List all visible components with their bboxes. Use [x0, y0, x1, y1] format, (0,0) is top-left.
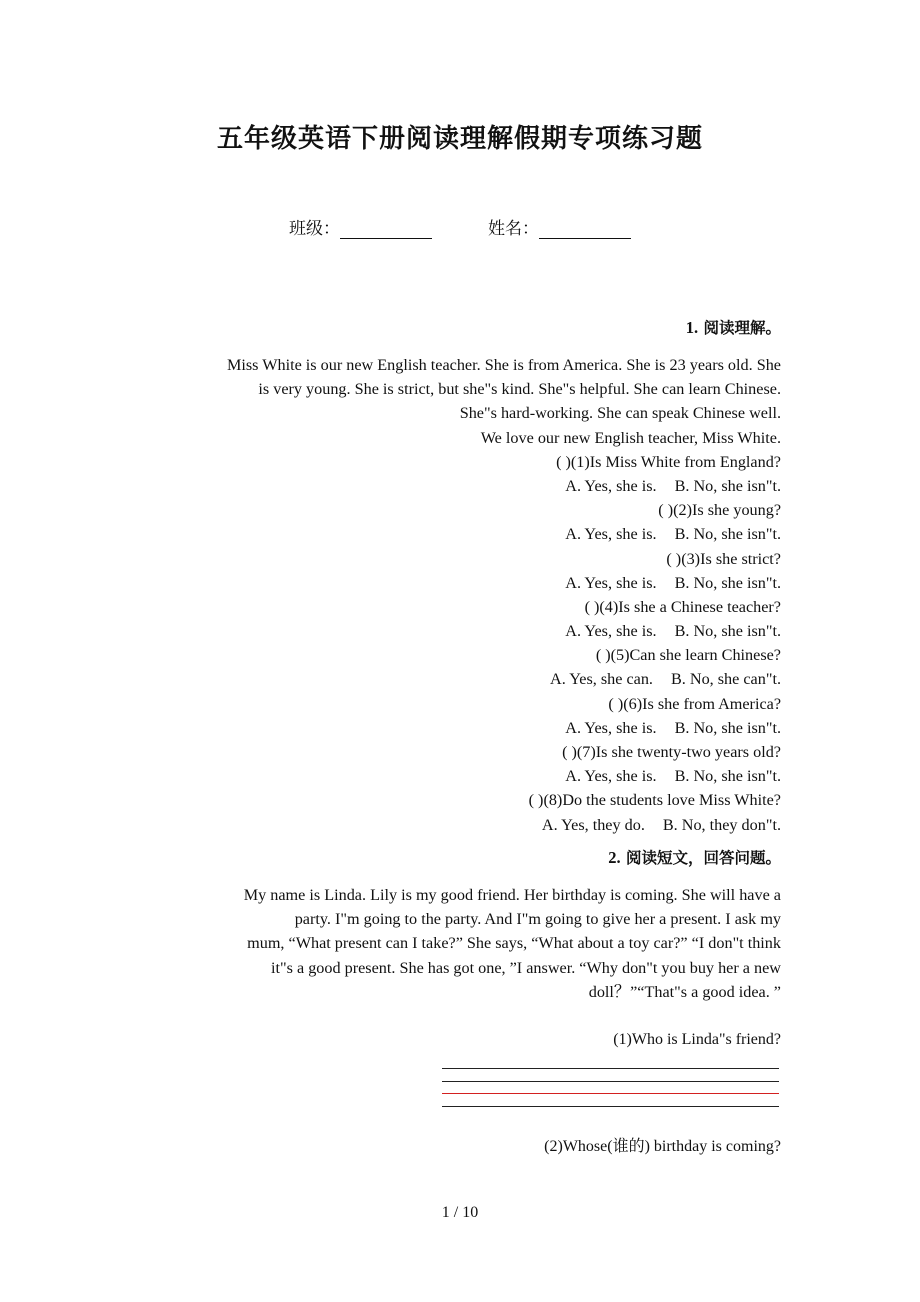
question-5: ( )(5)Can she learn Chinese? — [595, 646, 781, 665]
passage-line: doll？”“That"s a good idea. ” — [588, 982, 781, 1001]
passage-line: it"s a good present. She has got one, ”I answer. “Why don"t you buy her a new — [271, 958, 781, 977]
question-3: ( )(3)Is she strict? — [666, 549, 781, 568]
options-1: A. Yes, she is. B. No, she isn"t. — [565, 476, 781, 495]
options-8: A. Yes, they do. B. No, they don"t. — [541, 815, 781, 834]
question-8: ( )(8)Do the students love Miss White? — [528, 791, 781, 810]
page-title: 五年级英语下册阅读理解假期专项练习题 — [216, 124, 703, 154]
passage-line: Miss White is our new English teacher. She is from America. She is 23 years old. She — [226, 356, 781, 374]
class-label: 班级： — [289, 219, 340, 239]
passage-line: mum, “What present can I take?” She says, “What about a toy car?” “I don"t think — [247, 934, 781, 953]
name-label: 姓名： — [488, 219, 539, 239]
class-blank[interactable] — [340, 222, 432, 239]
options-5: A. Yes, she can. B. No, she can"t. — [550, 670, 781, 689]
passage-line: My name is Linda. Lily is my good friend. Her birthday is coming. She will have a — [243, 886, 781, 904]
section-1-heading: 1. 阅读理解。 — [685, 318, 781, 337]
passage-line: is very young. She is strict, but she"s kind. She"s helpful. She can learn Chinese. — [258, 380, 781, 399]
name-blank[interactable] — [539, 222, 631, 239]
question-2: ( )(2)Is she young? — [658, 501, 781, 520]
passage-line: We love our new English teacher, Miss White. — [480, 428, 781, 447]
question-7: ( )(7)Is she twenty-two years old? — [562, 743, 781, 761]
options-7: A. Yes, she is. B. No, she isn"t. — [565, 767, 781, 786]
section-1 — [131, 316, 781, 340]
question-1: ( )(1)Is Miss White from England? — [556, 452, 781, 471]
answer-line[interactable] — [442, 1068, 779, 1069]
options-2: A. Yes, she is. B. No, she isn"t. — [565, 525, 781, 544]
options-3: A. Yes, she is. B. No, she isn"t. — [565, 573, 781, 592]
question-4: ( )(4)Is she a Chinese teacher? — [584, 597, 781, 616]
answer-line[interactable] — [442, 1081, 779, 1082]
options-6: A. Yes, she is. B. No, she isn"t. — [565, 718, 781, 737]
section-2-question-2: (2)Whose(谁的) birthday is coming? — [544, 1138, 781, 1155]
page-number: 1 / 10 — [441, 1204, 479, 1221]
answer-lines[interactable] — [442, 1068, 779, 1118]
section-2 — [131, 846, 781, 870]
section-1-passage — [131, 353, 781, 837]
options-4: A. Yes, she is. B. No, she isn"t. — [565, 622, 781, 641]
answer-line[interactable] — [442, 1106, 779, 1107]
passage-line: party. I"m going to the party. And I"m going to give her a present. I ask my — [294, 910, 781, 929]
section-2-question-1: (1)Who is Linda"s friend? — [613, 1031, 781, 1048]
answer-line-red[interactable] — [442, 1093, 779, 1094]
section-2-heading: 2. 阅读短文，回答问题。 — [608, 848, 781, 867]
question-6: ( )(6)Is she from America? — [608, 694, 781, 713]
student-info — [0, 214, 920, 239]
passage-line: She"s hard-working. She can speak Chinese well. — [459, 404, 781, 423]
section-2-passage — [131, 883, 781, 1004]
